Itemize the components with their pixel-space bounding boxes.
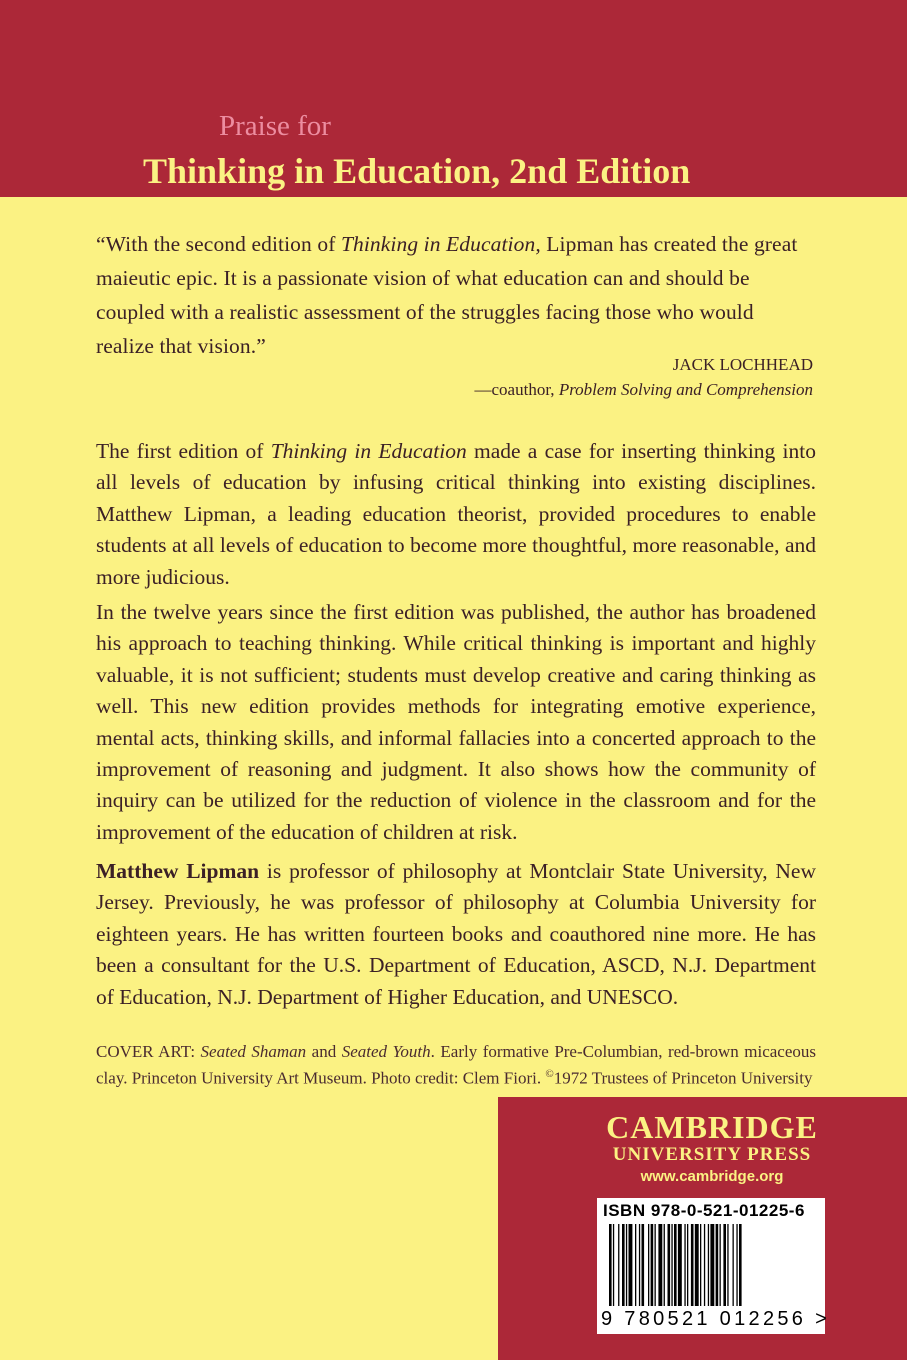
barcode-icon <box>601 1224 821 1308</box>
role-prefix: —coauthor, <box>474 380 559 399</box>
cover-art-work2: Seated Youth <box>341 1042 431 1061</box>
ean-digits: 9 780521 012256 > <box>601 1308 831 1330</box>
barcode-bar <box>674 1224 677 1306</box>
barcode-bar <box>655 1224 656 1306</box>
author-bio-text: is professor of philosophy at Montclair State University, New Jersey. Previously, he was professor of philosophy at Columbia University for eighteen years. He has written fourteen books and coauthored nine more. He has been a consultant for the U.S. Department of Education, ASCD, N.J. Department of Education, N.J. Department of Higher Education, and UNESCO. <box>96 859 816 1009</box>
p1-title: Thinking in Education <box>270 439 467 463</box>
barcode-bar <box>613 1224 614 1306</box>
barcode-bar <box>739 1224 742 1306</box>
barcode-bar <box>684 1224 685 1306</box>
copyright-symbol: © <box>545 1068 554 1080</box>
barcode-bar <box>704 1224 705 1306</box>
cover-art-year: 1972 Trustees of Princeton University <box>553 1068 813 1088</box>
quote-author: JACK LOCHHEAD <box>672 355 813 374</box>
book-title: Thinking in Education, 2nd Edition <box>143 151 691 191</box>
cover-art-and: and <box>306 1042 342 1061</box>
barcode-bar <box>678 1224 682 1306</box>
barcode-bar <box>648 1224 649 1306</box>
quote-body: Lipman has created the great maieutic epic. It is a passionate vision of what education can and should be coupled with a realistic assessment of the struggles facing those who would realize that vision.” <box>96 232 798 358</box>
description-paragraph-2: In the twelve years since the first edition was published, the author has broadened his approach to teaching thinking. While critical thinking is important and highly valuable, it is not sufficient; students must develop creative and caring thinking as well. This new edition provides methods for integrating emotive experience, mental acts, thinking skills, and informal fallacies into a concerted approach to the improvement of reasoning and judgment. It also shows how the community of inquiry can be utilized for the reduction of violence in the classroom and for the improvement of the education of children at risk. <box>96 600 816 844</box>
cover-art-credit <box>96 1040 816 1090</box>
barcode-bar <box>664 1224 665 1306</box>
barcode-bar <box>609 1224 612 1306</box>
author-bio <box>96 856 816 1013</box>
barcode-bar <box>618 1224 619 1306</box>
cover-art-work: Seated Shaman <box>200 1042 307 1061</box>
quote-open: “With the second edition of <box>96 232 341 256</box>
author-name: Matthew Lipman <box>96 859 260 883</box>
barcode-bar <box>671 1224 672 1306</box>
barcode-bar <box>626 1224 627 1306</box>
barcode-bar <box>695 1224 699 1306</box>
barcode-bar <box>700 1224 701 1306</box>
publisher-box <box>498 1097 907 1360</box>
barcode-bar <box>651 1224 654 1306</box>
barcode-bar <box>658 1224 662 1306</box>
praise-quote <box>96 227 816 363</box>
p1-rest: made a case for inserting thinking into all levels of education by infusing critical thinking into existing disciplines. Matthew Lipman, a leading education theorist, provided procedures to enable students at all levels of education to become more thoughtful, more reasonable, and more judicious. <box>96 439 816 589</box>
p1-start: The first edition of <box>96 439 271 463</box>
barcode-bar <box>727 1224 728 1306</box>
cover-art-rest: . Early formative Pre-Columbian, red-brown micaceous clay. Princeton University Art Museum. Photo credit: Clem Fiori. <box>96 1042 816 1088</box>
isbn-label: ISBN 978-0-521-01225-6 <box>603 1201 805 1220</box>
barcode-bar <box>639 1224 640 1306</box>
barcode-bar <box>708 1224 709 1306</box>
cover-art-label: COVER ART: <box>96 1042 201 1061</box>
barcode-bar <box>642 1224 645 1306</box>
quote-author-role <box>313 380 813 400</box>
barcode-bar <box>710 1224 714 1306</box>
quote-book-title: Thinking in Education, <box>340 232 541 256</box>
barcode-bar <box>687 1224 688 1306</box>
barcode-bar <box>635 1224 636 1306</box>
barcode-box <box>597 1198 831 1334</box>
publisher-subtitle: UNIVERSITY PRESS <box>612 1144 812 1165</box>
praise-label: Praise for <box>219 110 331 142</box>
barcode-bar <box>736 1224 737 1306</box>
barcode-bar <box>691 1224 694 1306</box>
barcode-bar <box>720 1224 721 1306</box>
barcode-bar <box>716 1224 719 1306</box>
role-title: Problem Solving and Comprehension <box>558 380 813 399</box>
barcode-bar <box>629 1224 633 1306</box>
barcode-bar <box>723 1224 726 1306</box>
barcode-bar <box>668 1224 671 1306</box>
barcode-bar <box>733 1224 734 1306</box>
barcode-bar <box>622 1224 625 1306</box>
header-band <box>0 0 907 197</box>
description-paragraph-1 <box>96 436 816 593</box>
publisher-name: CAMBRIDGE <box>606 1109 818 1145</box>
publisher-url: www.cambridge.org <box>640 1168 784 1185</box>
